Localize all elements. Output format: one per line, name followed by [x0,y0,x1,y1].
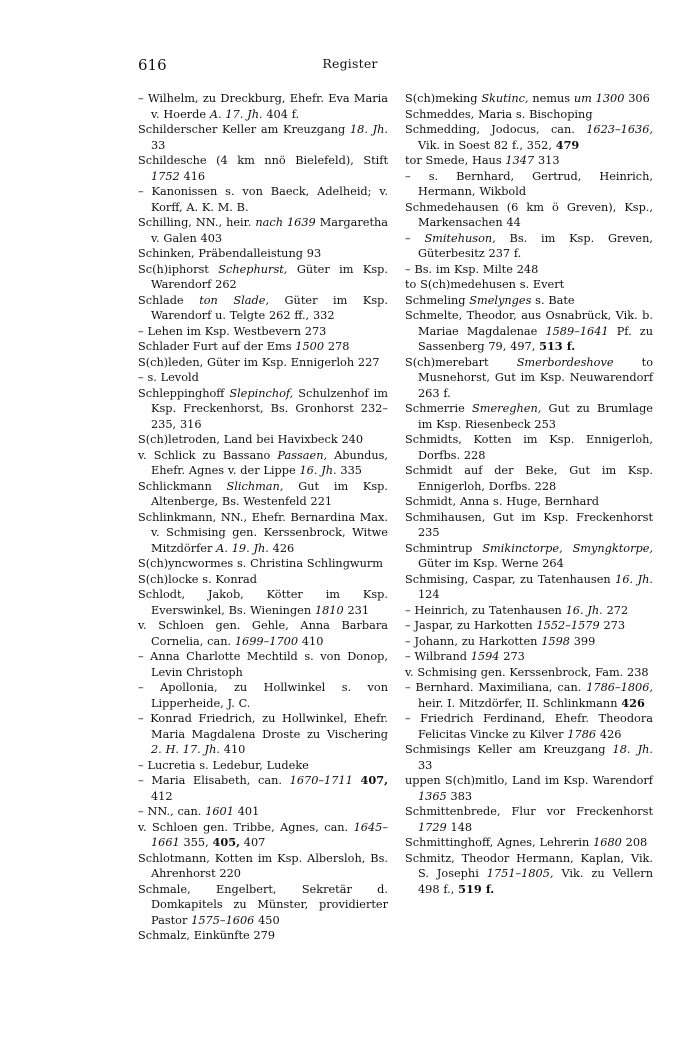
index-entry: Schmidts, Kotten im Ksp. Ennigerloh, Dorfbs. 228 [405,433,653,462]
index-entry: – Lehen im Ksp. Westbevern 273 [138,324,327,338]
index-column-left [138,91,388,944]
index-entry: v. Schloen gen. Gehle, Anna Barbara Cornelia, can. 1699–1700 410 [138,619,388,648]
index-entry: Schlickmann Slichman, Gut im Ksp. Altenberge, Bs. Westenfeld 221 [138,479,388,508]
index-entry: – Smitehuson, Bs. im Ksp. Greven, Güterbesitz 237 f. [405,231,653,260]
running-title: Register [322,56,378,71]
index-entry: Schmidt, Anna s. Huge, Bernhard [405,495,599,508]
index-entry: Schmittenbrede, Flur vor Freckenhorst 1729 148 [405,805,653,834]
index-entry: Schmidt auf der Beke, Gut im Ksp. Ennigerloh, Dorfbs. 228 [405,464,653,493]
index-entry: – Kanonissen s. von Baeck, Adelheid; v. Korff, A. K. M. B. [138,185,388,214]
index-entry: Schmihausen, Gut im Ksp. Freckenhorst 235 [405,510,653,539]
index-entry: – Friedrich Ferdinand, Ehefr. Theodora Felicitas Vincke zu Kilver 1786 426 [405,712,653,741]
index-entry: – Jaspar, zu Harkotten 1552–1579 273 [405,619,626,632]
index-entry: Schlinkmann, NN., Ehefr. Bernardina Max. v. Schmising gen. Kerssenbrock, Witwe Mitzdörfer A. 19. Jh. 426 [138,510,388,555]
index-entry: S(ch)locke s. Konrad [138,572,257,586]
index-entry: uppen S(ch)mitlo, Land im Ksp. Warendorf 1365 383 [405,774,653,803]
index-entry: Schilling, NN., heir. nach 1639 Margaretha v. Galen 403 [138,216,388,245]
page-number: 616 [138,56,167,74]
index-entry: – Apollonia, zu Hollwinkel s. von Lipperheide, J. C. [138,681,388,710]
index-entry: – s. Levold [138,371,199,384]
index-entry: Schmedding, Jodocus, can. 1623–1636, Vik. in Soest 82 f., 352, 479 [405,123,653,152]
index-entry: – Lucretia s. Ledebur, Ludeke [138,758,309,772]
index-entry: S(ch)yncwormes s. Christina Schlingwurm [138,557,383,570]
index-entry: Schleppinghoff Slepinchof, Schulzenhof im Ksp. Freckenhorst, Bs. Gronhorst 232–235, 316 [138,386,388,431]
index-entry: v. Schlick zu Bassano Passaen, Abundus, Ehefr. Agnes v. der Lippe 16. Jh. 335 [138,448,388,477]
index-entry: Schmeddes, Maria s. Bischoping [405,107,593,121]
index-entry: S(ch)merebart Smerbordeshove to Musnehorst, Gut im Ksp. Neuwarendorf 263 f. [405,355,653,400]
index-entry: Schildesche (4 km nnö Bielefeld), Stift 1752 416 [138,154,388,183]
index-entry: S(ch)leden, Güter im Ksp. Ennigerloh 227 [138,355,380,369]
index-entry: – Bernhard. Maximiliana, can. 1786–1806, heir. I. Mitzdörfer, II. Schlinkmann 426 [405,681,653,710]
index-entry: Schlotmann, Kotten im Ksp. Albersloh, Bs. Ahrenhorst 220 [138,851,388,880]
index-entry: – s. Bernhard, Gertrud, Heinrich, Hermann, Wikbold [405,169,653,198]
index-entry: – Wilhelm, zu Dreckburg, Ehefr. Eva Maria v. Hoerde A. 17. Jh. 404 f. [138,92,388,121]
index-entry: – NN., can. 1601 401 [138,805,260,818]
index-entry: Schmedehausen (6 km ö Greven), Ksp., Markensachen 44 [405,200,653,229]
index-entry: Schmising, Caspar, zu Tatenhausen 16. Jh. 124 [405,572,653,601]
index-entry: Schinken, Präbendalleistung 93 [138,247,322,260]
index-entry: tor Smede, Haus 1347 313 [405,154,560,167]
index-entry: S(ch)meking Skutinc, nemus um 1300 306 [405,92,650,105]
index-entry: Schilderscher Keller am Kreuzgang 18. Jh. 33 [138,123,389,152]
index-entry: Schlade ton Slade, Güter im Ksp. Warendorf u. Telgte 262 ff., 332 [138,293,388,322]
index-entry: S(ch)letroden, Land bei Havixbeck 240 [138,433,364,446]
index-entry: Schmelte, Theodor, aus Osnabrück, Vik. b. Mariae Magdalenae 1589–1641 Pf. zu Sassenberg 79, 497, 513 f. [405,309,653,353]
index-entry: – Johann, zu Harkotten 1598 399 [405,634,596,648]
index-entry: to S(ch)medehusen s. Evert [405,278,565,291]
index-entry: Schmittinghoff, Agnes, Lehrerin 1680 208 [405,836,648,849]
index-entry: – Heinrich, zu Tatenhausen 16. Jh. 272 [405,603,629,617]
index-entry: Schmale, Engelbert, Sekretär d. Domkapitels zu Münster, providierter Pastor 1575–1606 450 [138,882,388,927]
index-entry: v. Schmising gen. Kerssenbrock, Fam. 238 [405,665,649,679]
index-entry: Schmalz, Einkünfte 279 [138,929,276,942]
index-entry: Schlodt, Jakob, Kötter im Ksp. Everswinkel, Bs. Wieningen 1810 231 [138,588,388,617]
index-entry: Schmeling Smelynges s. Bate [405,293,575,307]
index-entry: Schlader Furt auf der Ems 1500 278 [138,340,350,353]
index-entry: Schmerrie Smereghen, Gut zu Brumlage im Ksp. Riesenbeck 253 [405,402,653,431]
index-entry: – Maria Elisabeth, can. 1670–1711 407, 412 [138,773,389,803]
index-entry: – Wilbrand 1594 273 [405,650,525,663]
index-column-right [405,91,653,897]
index-entry: Schmisings Keller am Kreuzgang 18. Jh. 33 [405,743,653,772]
index-entry: – Konrad Friedrich, zu Hollwinkel, Ehefr. Maria Magdalena Droste zu Vischering 2. H. 17. Jh. 410 [138,712,388,756]
index-entry: Schmintrup Smikinctorpe, Smyngktorpe, Güter im Ksp. Werne 264 [405,541,653,570]
index-entry: – Anna Charlotte Mechtild s. von Donop, Levin Christoph [138,650,388,679]
page-header [0,56,700,80]
index-entry: – Bs. im Ksp. Milte 248 [405,262,539,276]
index-entry: Schmitz, Theodor Hermann, Kaplan, Vik. S. Josephi 1751–1805, Vik. zu Vellern 498 f., 519 f. [405,851,653,896]
index-entry: v. Schloen gen. Tribbe, Agnes, can. 1645–1661 355, 405, 407 [138,820,388,849]
index-entry: Sc(h)iphorst Schephurst, Güter im Ksp. Warendorf 262 [138,262,388,291]
